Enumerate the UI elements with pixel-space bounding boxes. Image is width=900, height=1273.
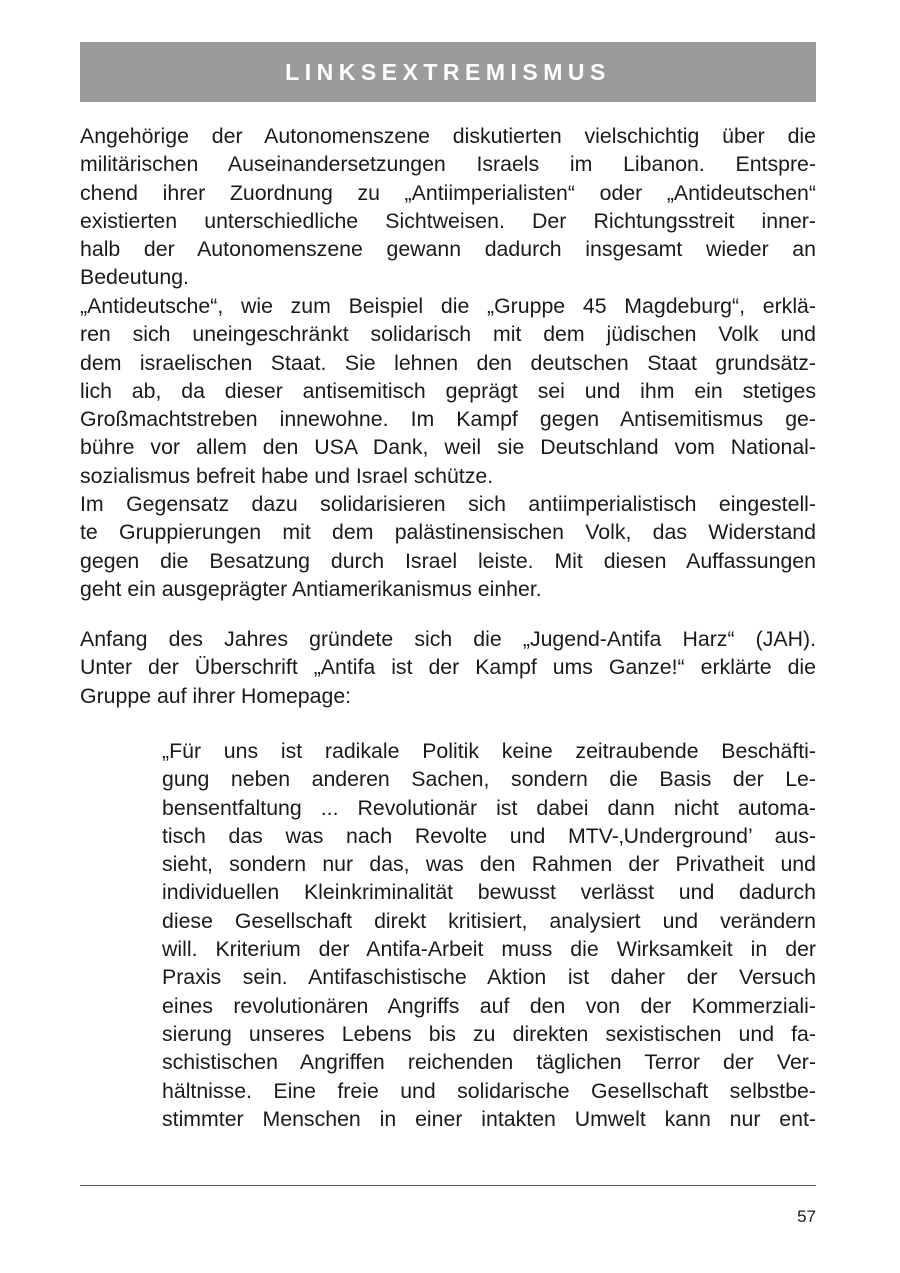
text-line: sozialismus befreit habe und Israel schütze. [80,463,494,488]
quote-line: diese Gesellschaft direkt kritisiert, analysiert und verändern [162,908,816,933]
text-line: ren sich uneingeschränkt solidarisch mit dem jüdischen Volk und [80,322,816,347]
text-line: Im Gegensatz dazu solidarisieren sich antiimperialistisch eingestell- [80,492,816,516]
text-line: lich ab, da dieser antisemitisch geprägt sei und ihm ein stetiges [80,378,816,403]
text-line: te Gruppierungen mit dem palästinensischen Volk, das Widerstand [80,520,816,545]
page-number: 57 [797,1207,816,1226]
section-header-bar [80,42,816,102]
text-line: halb der Autonomenszene gewann dadurch insgesamt wieder an [80,237,816,262]
quote-line: tisch das was nach Revolte und MTV-‚Underground’ aus- [162,823,816,848]
text-line: chend ihrer Zuordnung zu „Antiimperialisten“ oder „Antideutschen“ [80,180,816,205]
paragraph-1 [80,122,816,292]
paragraph-2 [80,292,816,490]
quote-line: will. Kriterium der Antifa-Arbeit muss die Wirksamkeit in der [162,937,816,962]
text-line: Großmachtstreben innewohne. Im Kampf gegen Antisemitismus ge- [80,407,816,432]
quote-line: schistischen Angriffen reichenden täglichen Terror der Ver- [162,1050,816,1075]
text-line: dem israelischen Staat. Sie lehnen den deutschen Staat grundsätz- [80,350,816,375]
quote-line: Praxis sein. Antifaschistische Aktion ist daher der Versuch [162,965,816,990]
quote-line: „Für uns ist radikale Politik keine zeitraubende Beschäfti- [162,739,816,763]
text-line: Bedeutung. [80,265,189,290]
quote-line: eines revolutionären Angriffs auf den von der Kommerziali- [162,993,816,1018]
text-line: existierten unterschiedliche Sichtweisen. Der Richtungsstreit inner- [80,208,816,233]
quote-line: sieht, sondern nur das, was den Rahmen der Privatheit und [162,852,816,877]
text-line: Angehörige der Autonomenszene diskutierten vielschichtig über die [80,124,816,148]
quote-line: sierung unseres Lebens bis zu direkten sexistischen und fa- [162,1021,816,1046]
text-line: bühre vor allem den USA Dank, weil sie Deutschland vom National- [80,435,816,460]
text-line: militärischen Auseinandersetzungen Israels im Libanon. Entspre- [80,152,816,177]
text-line: Anfang des Jahres gründete sich die „Jugend-Antifa Harz“ (JAH). [80,627,816,651]
quote-line: bensentfaltung ... Revolutionär ist dabei dann nicht automa- [162,795,816,820]
quote-line: gung neben anderen Sachen, sondern die Basis der Le- [162,767,816,792]
paragraph-4 [80,625,816,710]
paragraph-3 [80,490,816,603]
text-line: „Antideutsche“, wie zum Beispiel die „Gruppe 45 Magdeburg“, erklä- [80,294,816,318]
quote-line: individuellen Kleinkriminalität bewusst verlässt und dadurch [162,880,816,905]
quote-line: stimmter Menschen in einer intakten Umwelt kann nur ent- [162,1106,816,1131]
text-line: geht ein ausgeprägter Antiamerikanismus einher. [80,576,542,601]
section-title: LINKSEXTREMISMUS [285,58,611,85]
block-quote [162,737,816,1133]
footer-divider [80,1185,816,1186]
text-line: gegen die Besatzung durch Israel leiste. Mit diesen Auffassungen [80,548,816,573]
text-line: Gruppe auf ihrer Homepage: [80,683,352,708]
text-line: Unter der Überschrift „Antifa ist der Kampf ums Ganze!“ erklärte die [80,655,816,680]
quote-line: hältnisse. Eine freie und solidarische Gesellschaft selbstbe- [162,1078,816,1103]
